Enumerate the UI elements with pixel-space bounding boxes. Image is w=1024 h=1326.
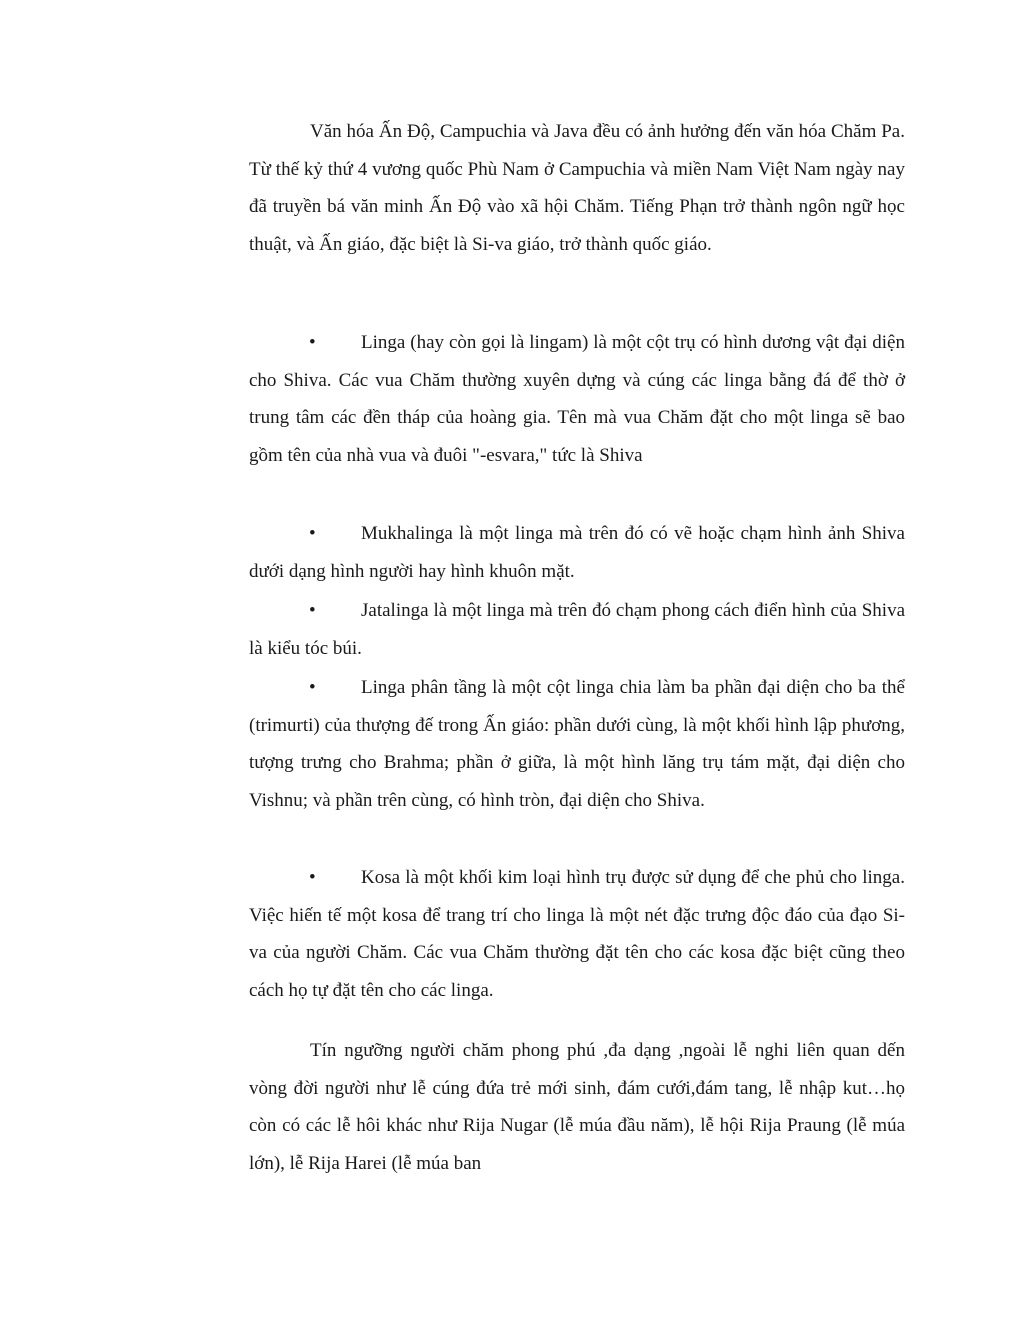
bullet-marker: • <box>309 677 316 698</box>
bullet-item-linga <box>249 324 905 474</box>
bullet-text: Kosa là một khối kim loại hình trụ được sử dụng để che phủ cho linga. Việc hiến tế một kosa để trang trí cho linga là một nét đặc trưng độc đáo của đạo Si-va của người Chăm. Các vua Chăm thường đặt tên cho các kosa đặc biệt cũng theo cách họ tự đặt tên cho các linga. <box>249 867 905 1001</box>
bullet-item-linga-phan-tang <box>249 669 905 819</box>
bullet-item-kosa <box>249 859 905 1009</box>
bullet-item-mukhalinga <box>249 515 905 590</box>
bullet-text: Jatalinga là một linga mà trên đó chạm phong cách điển hình của Shiva là kiểu tóc búi. <box>249 600 905 659</box>
intro-paragraph: Văn hóa Ấn Độ, Campuchia và Java đều có ảnh hưởng đến văn hóa Chăm Pa. Từ thế kỷ thứ 4 vương quốc Phù Nam ở Campuchia và miền Nam Việt Nam ngày nay đã truyền bá văn minh Ấn Độ vào xã hội Chăm. Tiếng Phạn trở thành ngôn ngữ học thuật, và Ấn giáo, đặc biệt là Si-va giáo, trở thành quốc giáo. <box>249 121 905 255</box>
bullet-text: Linga (hay còn gọi là lingam) là một cột trụ có hình dương vật đại diện cho Shiva. Các vua Chăm thường xuyên dựng và cúng các linga bằng đá để thờ ở trung tâm các đền tháp của hoàng gia. Tên mà vua Chăm đặt cho một linga sẽ bao gồm tên của nhà vua và đuôi "-esvara," tức là Shiva <box>249 332 905 466</box>
bullet-marker: • <box>309 600 316 621</box>
bullet-item-jatalinga <box>249 592 905 667</box>
bullet-text: Linga phân tầng là một cột linga chia làm ba phần đại diện cho ba thể (trimurti) của thượng đế trong Ấn giáo: phần dưới cùng, là một khối hình lập phương, tượng trưng cho Brahma; phần ở giữa, là một hình lăng trụ tám mặt, đại diện cho Vishnu; và phần trên cùng, có hình tròn, đại diện cho Shiva. <box>249 677 905 811</box>
bullet-marker: • <box>309 523 316 544</box>
bullet-marker: • <box>309 867 316 888</box>
bullet-marker: • <box>309 332 316 353</box>
closing-paragraph: Tín ngưỡng người chăm phong phú ,đa dạng ,ngoài lễ nghi liên quan dến vòng đời người như lễ cúng đứa trẻ mới sinh, đám cưới,đám tang, lễ nhập kut…họ còn có các lễ hôi khác như Rija Nugar (lễ múa đầu năm), lễ hội Rija Praung (lễ múa lớn), lễ Rija Harei (lễ múa ban <box>249 1040 905 1174</box>
bullet-text: Mukhalinga là một linga mà trên đó có vẽ hoặc chạm hình ảnh Shiva dưới dạng hình người hay hình khuôn mặt. <box>249 523 905 582</box>
